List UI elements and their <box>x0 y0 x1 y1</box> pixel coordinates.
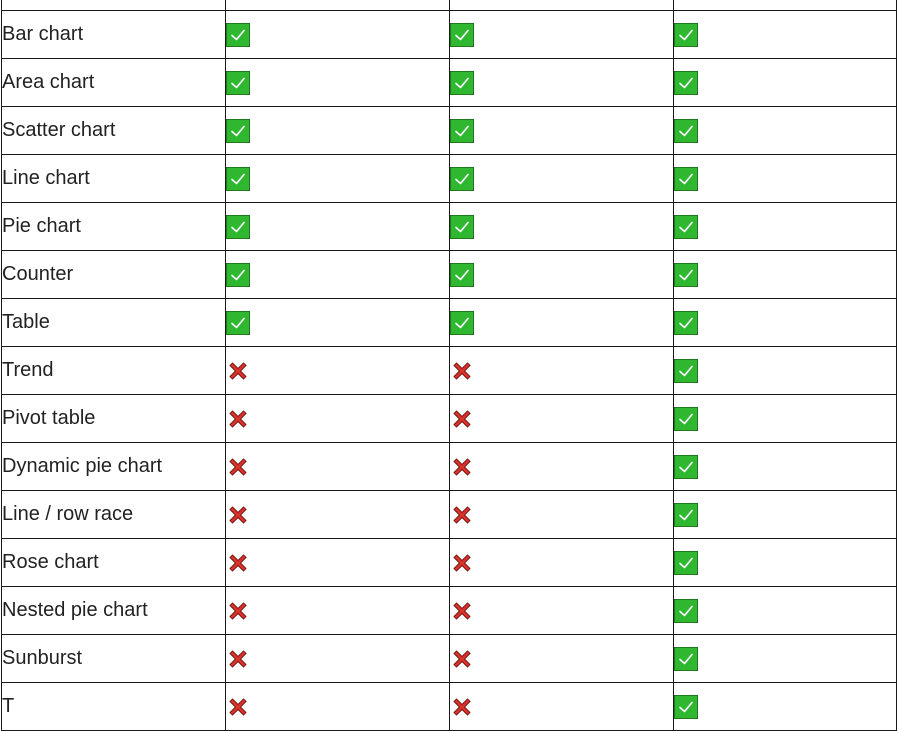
support-cell <box>226 587 450 635</box>
table-row <box>2 635 897 683</box>
table-row <box>2 683 897 731</box>
chart-type-label: T <box>2 683 226 731</box>
support-cell <box>450 587 674 635</box>
support-cell <box>450 635 674 683</box>
table-row <box>2 203 897 251</box>
support-cell <box>674 539 897 587</box>
chart-type-label: Trend <box>2 347 226 395</box>
cross-mark-icon <box>226 503 250 527</box>
check-mark-box-icon <box>674 407 698 431</box>
check-mark-box-icon <box>674 71 698 95</box>
table-row <box>2 59 897 107</box>
support-cell <box>450 539 674 587</box>
check-mark-box-icon <box>450 71 474 95</box>
support-cell <box>450 443 674 491</box>
support-cell <box>226 683 450 731</box>
table-row <box>2 251 897 299</box>
check-mark-box-icon <box>674 599 698 623</box>
chart-type-label: Rose chart <box>2 539 226 587</box>
cross-mark-icon <box>226 551 250 575</box>
check-mark-box-icon <box>674 167 698 191</box>
chart-support-table <box>1 0 897 731</box>
cross-mark-icon <box>226 599 250 623</box>
check-mark-box-icon <box>226 263 250 287</box>
chart-type-label: Area chart <box>2 59 226 107</box>
check-mark-box-icon <box>450 167 474 191</box>
support-cell <box>450 491 674 539</box>
cross-mark-icon <box>226 359 250 383</box>
support-cell <box>226 347 450 395</box>
cross-mark-icon <box>450 359 474 383</box>
cross-mark-icon <box>226 455 250 479</box>
support-cell <box>226 395 450 443</box>
header-cell-col2 <box>450 0 674 11</box>
support-cell <box>450 347 674 395</box>
cross-mark-icon <box>450 695 474 719</box>
support-cell <box>674 395 897 443</box>
support-cell <box>226 443 450 491</box>
chart-type-label: Line / row race <box>2 491 226 539</box>
support-cell <box>450 107 674 155</box>
check-mark-box-icon <box>674 23 698 47</box>
check-mark-box-icon <box>674 215 698 239</box>
chart-type-label: Bar chart <box>2 11 226 59</box>
check-mark-box-icon <box>226 167 250 191</box>
table-row <box>2 155 897 203</box>
support-cell <box>226 299 450 347</box>
table-row <box>2 107 897 155</box>
support-cell <box>450 155 674 203</box>
cross-mark-icon <box>226 407 250 431</box>
support-cell <box>674 683 897 731</box>
support-cell <box>226 11 450 59</box>
check-mark-box-icon <box>674 455 698 479</box>
table-row <box>2 587 897 635</box>
check-mark-box-icon <box>226 71 250 95</box>
check-mark-box-icon <box>226 311 250 335</box>
check-mark-box-icon <box>450 23 474 47</box>
chart-type-label: Pie chart <box>2 203 226 251</box>
check-mark-box-icon <box>674 263 698 287</box>
support-cell <box>226 203 450 251</box>
check-mark-box-icon <box>674 503 698 527</box>
support-cell <box>226 59 450 107</box>
support-cell <box>674 203 897 251</box>
table-row <box>2 299 897 347</box>
support-cell <box>450 395 674 443</box>
cross-mark-icon <box>450 455 474 479</box>
support-cell <box>450 203 674 251</box>
check-mark-box-icon <box>450 215 474 239</box>
support-cell <box>450 11 674 59</box>
cross-mark-icon <box>450 407 474 431</box>
check-mark-box-icon <box>450 119 474 143</box>
support-cell <box>674 107 897 155</box>
support-cell <box>674 251 897 299</box>
chart-type-label: Line chart <box>2 155 226 203</box>
check-mark-box-icon <box>674 119 698 143</box>
check-mark-box-icon <box>674 551 698 575</box>
support-cell <box>674 347 897 395</box>
table-row <box>2 11 897 59</box>
support-cell <box>226 107 450 155</box>
support-cell <box>226 155 450 203</box>
table-row <box>2 347 897 395</box>
check-mark-box-icon <box>674 359 698 383</box>
support-cell <box>674 155 897 203</box>
check-mark-box-icon <box>674 647 698 671</box>
chart-type-label: Sunburst <box>2 635 226 683</box>
chart-type-label: Pivot table <box>2 395 226 443</box>
table-header-row <box>2 0 897 11</box>
support-cell <box>226 635 450 683</box>
chart-type-label: Table <box>2 299 226 347</box>
support-cell <box>674 635 897 683</box>
check-mark-box-icon <box>226 119 250 143</box>
chart-type-label: Scatter chart <box>2 107 226 155</box>
header-cell-col1 <box>226 0 450 11</box>
support-cell <box>674 11 897 59</box>
table-row <box>2 491 897 539</box>
table-row <box>2 539 897 587</box>
cross-mark-icon <box>450 551 474 575</box>
cross-mark-icon <box>450 647 474 671</box>
support-cell <box>450 683 674 731</box>
table-body <box>2 11 897 731</box>
support-cell <box>674 491 897 539</box>
support-cell <box>226 539 450 587</box>
chart-type-label: Nested pie chart <box>2 587 226 635</box>
support-cell <box>226 251 450 299</box>
support-cell <box>226 491 450 539</box>
cross-mark-icon <box>450 503 474 527</box>
check-mark-box-icon <box>226 23 250 47</box>
header-cell-col3 <box>674 0 897 11</box>
check-mark-box-icon <box>674 311 698 335</box>
check-mark-box-icon <box>450 263 474 287</box>
chart-type-label: Counter <box>2 251 226 299</box>
support-cell <box>450 59 674 107</box>
support-cell <box>450 251 674 299</box>
support-cell <box>674 59 897 107</box>
cross-mark-icon <box>226 647 250 671</box>
cross-mark-icon <box>450 599 474 623</box>
cross-mark-icon <box>226 695 250 719</box>
table-row <box>2 443 897 491</box>
header-cell-type <box>2 0 226 11</box>
support-cell <box>674 299 897 347</box>
table-row <box>2 395 897 443</box>
check-mark-box-icon <box>450 311 474 335</box>
support-cell <box>674 587 897 635</box>
check-mark-box-icon <box>674 695 698 719</box>
support-cell <box>674 443 897 491</box>
check-mark-box-icon <box>226 215 250 239</box>
support-cell <box>450 299 674 347</box>
chart-type-label: Dynamic pie chart <box>2 443 226 491</box>
